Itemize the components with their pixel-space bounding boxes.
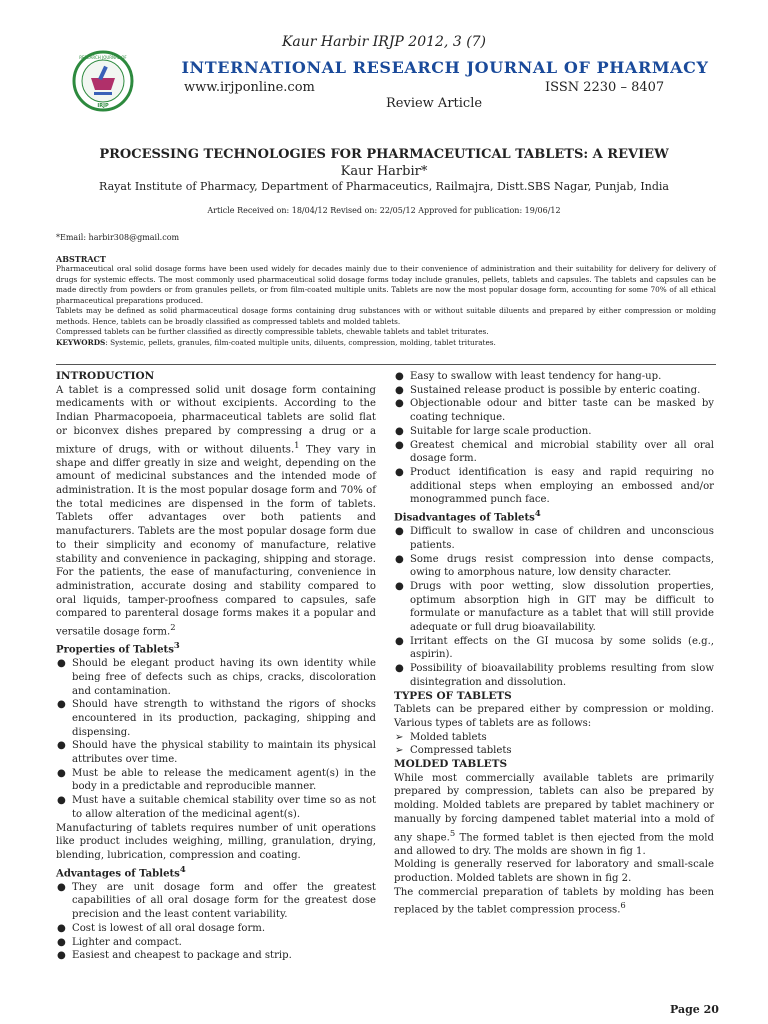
abstract-heading: ABSTRACT [56,254,106,264]
abstract-body [56,264,716,348]
reference-marker: 6 [620,900,626,911]
list-item-text: Objectionable odour and bitter taste can be masked by coating technique. [410,398,714,424]
list-item-text: Suitable for large scale production. [410,425,592,437]
bullet-icon: ● [57,936,66,948]
list-item-text: Irritant effects on the GI mucosa by some solids (e.g., aspirin). [410,635,714,661]
abstract-divider [56,364,716,365]
article-type: Review Article [386,96,483,111]
advantages-list-continued [394,370,714,507]
keywords-text: : Systemic, pellets, granules, film-coated multiple units, diluents, compression, molding, tablet triturates. [105,337,496,347]
logo-ring-text: RESEARCH JOURNAL OF [79,55,127,60]
list-item-text: Should be elegant product having its own identity while being free of defects such as chips, cracks, discoloration and contamination. [72,658,376,697]
list-item-text: Product identification is easy and rapid requiring no additional steps when employing an embossed and/or monogrammed punch face. [410,466,714,506]
list-item [394,384,714,398]
bullet-icon: ● [57,922,66,934]
list-item-text: Drugs with poor wetting, slow dissolution properties, optimum absorption high in GIT may be difficult to formulate or manufacture as a tablet that will still provide adequate or full drug bioavailability. [410,580,714,634]
arrow-bullet-icon: ➢ [395,745,404,757]
keywords-line [56,338,716,349]
introduction-text [56,384,376,639]
list-item-text: Should have strength to withstand the rigors of shocks encountered in its production, packaging, shipping and dispensing. [72,699,376,738]
list-item-text: They are unit dosage form and offer the greatest capabilities of all oral dosage form for the greatest dose precision and the least content variability. [72,881,376,921]
advantages-heading [56,863,376,881]
molded-sentence: While most commercially available tablets are primarily prepared by compression, tablets can also be prepared by molding. Molded tablets are prepared by tablet machinery or manually by forcing dampened tablet material into a mold of any shape. [394,772,714,843]
list-item-text: Lighter and compact. [72,936,182,948]
list-item [56,739,376,766]
reference-marker: 4 [534,508,541,519]
list-item [394,635,714,662]
list-item [394,425,714,439]
list-item [394,525,714,552]
bullet-icon: ● [395,425,404,437]
abstract-paragraph: Tablets may be defined as solid pharmaceutical dosage forms containing drug substances with or without suitable diluents and prepared by either compression or molding methods. Hence, tablets can be broadly classified as compressed tablets and molded tablets. [56,306,716,326]
list-item [56,922,376,936]
advantages-heading-text: Advantages of Tablets [56,868,180,880]
advantages-list [56,881,376,963]
commercial-sentence: The commercial preparation of tablets by molding has been replaced by the tablet compression process. [394,886,714,916]
list-item [394,662,714,689]
bullet-icon: ● [57,795,66,807]
abstract-paragraph: Compressed tablets can be further classified as directly compressible tablets, chewable tablets and tablet triturates. [56,327,489,336]
list-item-text: Easy to swallow with least tendency for hang-up. [410,371,662,382]
list-item-text: Difficult to swallow in case of children and unconscious patients. [410,526,714,551]
list-item-text: Should have the physical stability to maintain its physical attributes over time. [72,740,376,766]
molding-text: Molding is generally reserved for laboratory and small-scale production. Molded tablets are shown in fig 2. [394,859,714,885]
types-heading: TYPES OF TABLETS [394,689,512,702]
list-item [56,936,376,950]
introduction-sentence: A tablet is a compressed solid unit dosage form containing medicaments with or without excipients. According to the Indian Pharmacopoeia, pharmaceutical tablets are solid flat or biconvex dishes prepared by compressing a drug or a mixture of drugs, with or without diluents. [56,384,376,455]
list-item [56,698,376,739]
list-item-text: Possibility of bioavailability problems resulting from slow disintegration and dissolution. [410,663,714,688]
bullet-icon: ● [395,466,404,478]
arrow-bullet-icon: ➢ [395,731,404,743]
list-item [394,397,714,424]
introduction-heading: INTRODUCTION [56,370,155,382]
list-item-text: Greatest chemical and microbial stability over all oral dosage form. [410,439,714,465]
paper-affiliation: Rayat Institute of Pharmacy, Department of Pharmaceutics, Railmajra, Distt.SBS Nagar, Punjab, India [99,180,669,193]
molded-sentence: The formed tablet is then ejected from the mold and allowed to dry. The molds are shown in fig 1. [394,831,714,857]
bullet-icon: ● [395,553,404,565]
keywords-label: KEYWORDS [56,337,106,347]
bullet-icon: ● [57,950,66,962]
list-item [394,370,714,384]
reference-marker: 4 [179,863,186,874]
disadvantages-heading [394,507,714,525]
bullet-icon: ● [395,371,404,382]
commercial-text [394,886,714,918]
journal-website: www.irjponline.com [184,80,315,95]
bullet-icon: ● [395,526,404,538]
bullet-icon: ● [395,398,404,410]
bullet-icon: ● [57,658,66,670]
logo-bottom-text: IRJP [97,103,109,109]
bullet-icon: ● [395,580,404,592]
bullet-icon: ● [57,881,66,893]
properties-heading [56,639,376,657]
molded-tablets-heading: MOLDED TABLETS [394,758,508,771]
bullet-icon: ● [57,740,66,752]
molded-text [394,772,714,859]
list-item-text: Some drugs resist compression into dense compacts, owing to amorphous nature, low density character. [410,553,714,579]
list-item-text: Must be able to release the medicament agent(s) in the body in a predictable and reproducible manner. [72,767,376,793]
bullet-icon: ● [395,439,404,451]
reference-marker: 2 [170,622,176,633]
properties-heading-text: Properties of Tablets [56,644,174,656]
properties-list [56,657,376,821]
list-item [56,949,376,963]
disadvantages-heading-text: Disadvantages of Tablets [394,512,535,524]
disadvantages-list [394,525,714,689]
reference-marker: 3 [173,640,180,651]
journal-citation: Kaur Harbir IRJP 2012, 3 (7) [281,34,487,50]
journal-logo [72,50,134,112]
bullet-icon: ● [57,767,66,779]
right-column [394,370,714,918]
paper-title: PROCESSING TECHNOLOGIES FOR PHARMACEUTICAL TABLETS: A REVIEW [99,147,669,162]
reference-marker: 5 [449,827,456,838]
page-number: Page 20 [670,1003,719,1016]
types-list [394,731,714,758]
bullet-icon: ● [395,663,404,675]
article-dates: Article Received on: 18/04/12 Revised on: 22/05/12 Approved for publication: 19/06/12 [207,206,561,215]
list-item [56,657,376,698]
bullet-icon: ● [395,384,404,396]
list-item-text: Easiest and cheapest to package and strip. [72,950,292,962]
paper-author: Kaur Harbir* [340,164,428,179]
manufacturing-text: Manufacturing of tablets requires number of unit operations like product includes weighing, milling, granulation, drying, blending, lubrication, compression and coating. [56,822,376,861]
types-text: Tablets can be prepared either by compression or molding. Various types of tablets are as follows: [394,704,714,729]
list-item [394,553,714,580]
list-item [56,794,376,821]
list-item [394,466,714,507]
bullet-icon: ● [395,635,404,647]
journal-name: INTERNATIONAL RESEARCH JOURNAL OF PHARMACY [181,58,709,77]
list-item [394,580,714,635]
list-item-text: Compressed tablets [410,745,512,757]
list-item [394,439,714,466]
introduction-sentence: They vary in shape and differ greatly in size and weight, depending on the amount of medicinal substances and the intended mode of administration. It is the most popular dosage form and 70% of the total medicines are dispensed in the form of tablets. Tablets offer advantages over both patients and manufacturers. Tablets are the most popular dosage form due to their simplicity and economy of manufacture, relative stability and convenience in packaging, shipping and storage. For the patients, the ease of manufacturing, convenience in administration, accurate dosing and stability compared to oral liquids, tamper-proofness compared to capsules, safe compared to parenteral dosage forms makes it a popular and versatile dosage form. [56,443,376,638]
list-item [56,767,376,794]
list-item-text: Sustained release product is possible by enteric coating. [410,384,701,396]
list-item [394,731,714,745]
list-item-text: Cost is lowest of all oral dosage form. [72,922,266,934]
list-item-text: Molded tablets [410,731,487,743]
author-email: *Email: harbir308@gmail.com [56,233,180,242]
left-column [56,370,376,963]
bullet-icon: ● [57,699,66,711]
list-item [394,744,714,758]
abstract-paragraph: Pharmaceutical oral solid dosage forms have been used widely for decades mainly due to their convenience of administration and their suitability for delivery for delivery of drugs for systemic effects. The most commonly used pharmaceutical solid dosage forms today include granules, pellets, tablets and capsules. The tablets and capsules can be made directly from powders or from granules pellets, or from film-coated multiple units. Tablets are now the most popular dosage form, accounting for some 70% of all ethical pharmaceutical preparations produced. [56,264,716,305]
journal-issn: ISSN 2230 – 8407 [545,80,665,95]
reference-marker: 1 [294,439,300,450]
list-item-text: Must have a suitable chemical stability over time so as not to allow alteration of the medicinal agent(s). [72,795,376,820]
list-item [56,881,376,922]
